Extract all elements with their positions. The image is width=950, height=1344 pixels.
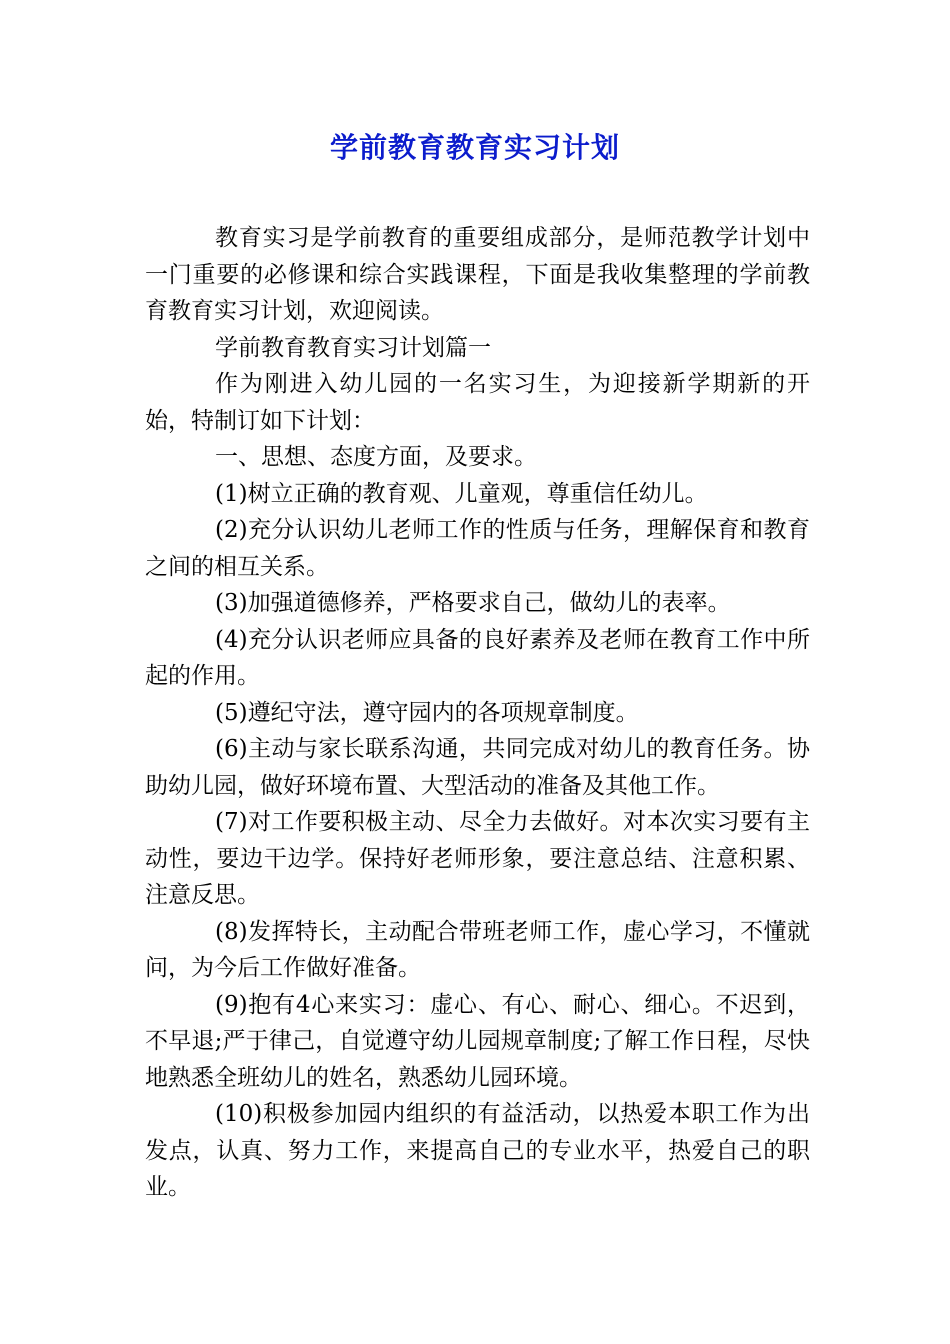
paragraph-subheading: 一、思想、态度方面，及要求。 — [215, 444, 537, 470]
list-item: (1)树立正确的教育观、儿童观，尊重信任幼儿。 — [215, 480, 708, 507]
list-item: (3)加强道德修养，严格要求自己，做幼儿的表率。 — [215, 590, 731, 616]
list-item: (4)充分认识老师应具备的良好素养及老师在教育工作中所起的作用。 — [145, 626, 810, 689]
list-item: (8)发挥特长，主动配合带班老师工作，虚心学习，不懂就问，为今后工作做好准备。 — [145, 918, 810, 981]
document-body — [145, 220, 810, 1206]
list-item: (2)充分认识幼儿老师工作的性质与任务，理解保育和教育之间的相互关系。 — [145, 517, 810, 580]
paragraph-section-heading: 学前教育教育实习计划篇一 — [215, 334, 491, 361]
document-title: 学前教育教育实习计划 — [329, 131, 620, 164]
list-item: (7)对工作要积极主动、尽全力去做好。对本次实习要有主动性，要边干边学。保持好老师形象，要注意总结、注意积累、注意反思。 — [145, 809, 810, 908]
paragraph-preface: 作为刚进入幼儿园的一名实习生，为迎接新学期新的开始，特制订如下计划： — [145, 371, 810, 434]
list-item: (6)主动与家长联系沟通，共同完成对幼儿的教育任务。协助幼儿园，做好环境布置、大型活动的准备及其他工作。 — [145, 736, 810, 799]
list-item: (9)抱有4心来实习：虚心、有心、耐心、细心。不迟到，不早退;严于律己，自觉遵守幼儿园规章制度;了解工作日程，尽快地熟悉全班幼儿的姓名，熟悉幼儿园环境。 — [145, 991, 810, 1091]
list-item: (10)积极参加园内组织的有益活动，以热爱本职工作为出发点，认真、努力工作，来提高自己的专业水平，热爱自己的职业。 — [145, 1101, 810, 1200]
paragraph-intro: 教育实习是学前教育的重要组成部分，是师范教学计划中一门重要的必修课和综合实践课程，下面是我收集整理的学前教育教育实习计划，欢迎阅读。 — [145, 225, 810, 324]
list-item: (5)遵纪守法，遵守园内的各项规章制度。 — [215, 699, 639, 726]
